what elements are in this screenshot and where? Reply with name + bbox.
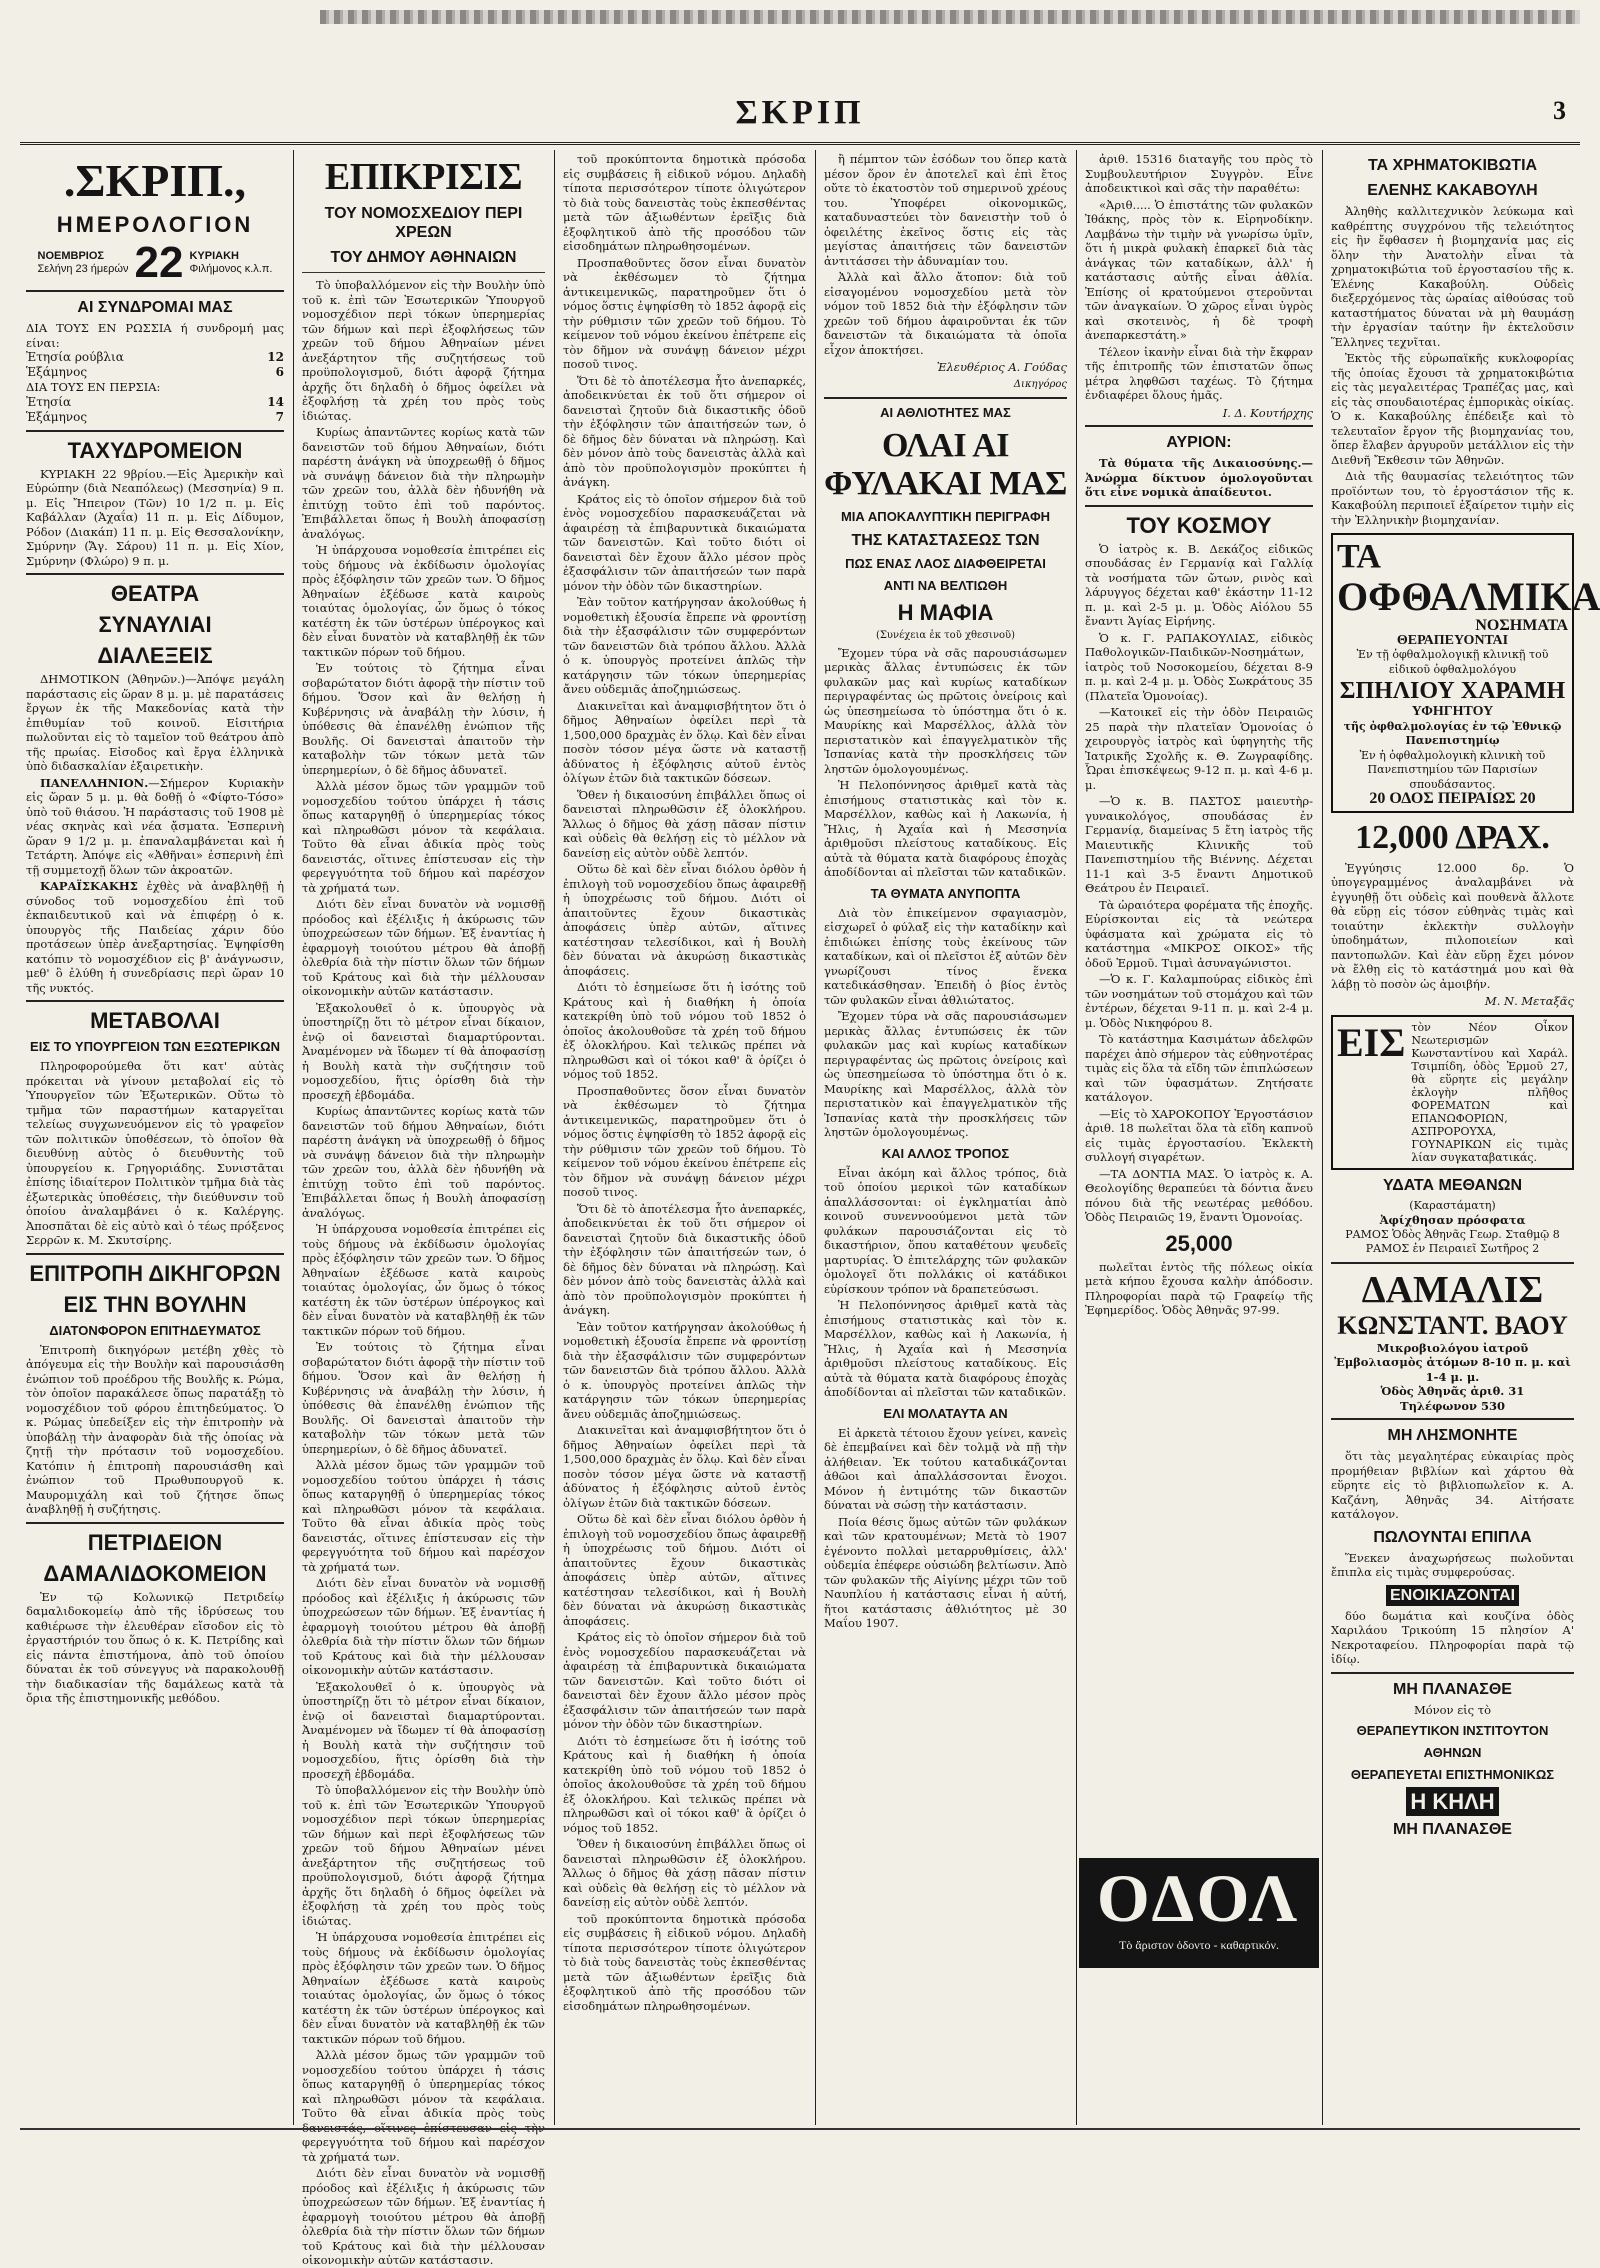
- pan-heading: ΠΑΝΕΛΛΗΝΙΟΝ.: [40, 775, 149, 790]
- article-cont-2: Προσπαθοῦντες ὅσον εἶναι δυνατὸν νὰ ἐκθέσωμεν τὸ ζήτημα ἀντικειμενικῶς, παρατηροῦμεν ὅτι ὁ νόμος ὅστις ἐψηφίσθη τὸ 1852 ἀφορᾷ εἰς τὴν ρύθμισιν τῶν χρεῶν τοῦ δήμου. Τὸ κείμενον τοῦ νόμου ἐκείνου ἐπέτρεπε εἰς τὸν δῆμον νὰ συνάψῃ δάνειον μέχρι ποσοῦ τινος.: [563, 255, 806, 371]
- hernia-line-3: ΘΕΡΑΠΕΥΤΙΚΟΝ ΙΝΣΤΙΤΟΥΤΟΝ: [1356, 1723, 1549, 1738]
- world-item-8: —Εἰς τὸ ΧΑΡΟΚΟΠΟΥ Ἐργοστάσιον ἀριθ. 18 πωλεῖται ὅλα τὰ εἴδη καπνοῦ εἰς τιμὰς ἐργοστασίου. Ἐκλεκτὴ συλλογή σιγαρέτων.: [1085, 1106, 1313, 1164]
- world-item-7: Τὸ κατάστημα Κασιμάτων ἀδελφῶν παρέχει ἀπὸ σήμερον τὰς εὐθηνοτέρας τιμὰς εἰς ὅλα τὰ εἴδη τῶν ἐπιπλώσεων καὶ τῶν ὑφασμάτων. Ζητήσατε κατάλογον.: [1085, 1032, 1313, 1104]
- water-text: Ἀφίχθησαν πρόσφατα: [1379, 1213, 1526, 1227]
- page-bottom-rule: [20, 2128, 1580, 2130]
- eye-clinic-advert: [1331, 533, 1600, 813]
- world-item-5: Τὰ ὡραιότερα φορέματα τῆς ἐποχῆς. Εὑρίσκονται εἰς τὰ νεώτερα ὑφάσματα καὶ χρώματα εἰς τὸ κατάστημα «ΜΙΚΡΟΣ ΟΙΚΟΣ» τῆς ὁδοῦ Ἑρμοῦ. Τιμαὶ ἀσυναγώνιστοι.: [1085, 897, 1313, 970]
- world-item-9: —ΤΑ ΔΟΝΤΙΑ ΜΑΣ. Ὁ ἰατρὸς κ. Α. Θεολογίδης θεραπεύει τὰ δόντια ἄνευ πόνου διὰ τῆς νεωτέρας μεθόδου. Ὁδὸς Πειραιῶς 19, ἔναντι Ὁμονοίας.: [1085, 1166, 1313, 1224]
- prisons-text-b-2: Ἡ Πελοπόννησος ἀριθμεῖ κατὰ τὰς ἐπισήμους στατιστικὰς καὶ τὸν κ. Μαρσέλλον, καθὼς καὶ ἡ Λακωνία, ἡ Ἤλις, ἡ Ἀχαΐα καὶ ἡ Μεσσηνία ἀριθμοῦσι πλείστους καταδίκους. Εἰς αὐτὰ τὰ θύματα κατὰ διαφόρους ἐποχὰς ἀποδίδονται αἱ πλεῖσται τῶν καταδικῶν.: [824, 1298, 1067, 1399]
- odol-advert: [1079, 1858, 1319, 1968]
- world-heading: ΤΟΥ ΚΟΣΜΟΥ: [1126, 512, 1272, 538]
- world-item-2: Ὁ κ. Γ. ΡΑΠΑΚΟΥΛΙΑΣ, εἰδικὸς Παθολογικῶν-Παιδικῶν-Νοσημάτων, ἰατρὸς τοῦ Νοσοκομείου, δέχεται 8-9 π. μ. καὶ 2-4 μ. μ. Ὁδὸς Σωκράτους 35 (Πλατεῖα Ὁμονοίας).: [1085, 630, 1313, 703]
- article-cont-6: Διακινεῖται καὶ ἀναμφισβήτητον ὅτι ὁ δῆμος Ἀθηναίων ὀφείλει περὶ τὰ 1,500,000 δραχμὰς ἐν ὅλῳ. Καὶ δὲν εἶναι ποσὸν τόσον μέγα ὥστε νὰ καταστῇ ἀδύνατος ἡ ἐξόφλησις αὐτοῦ ἐντὸς ὀλίγων ἐτῶν διὰ τακτικῶν δόσεων.: [563, 698, 806, 785]
- masthead-title: ΣΚΡΙΠ: [735, 94, 865, 131]
- safes-text-3: Διὰ τῆς θαυμασίας τελειότητος τῶν προϊόντων του, τὸ ἐργοστάσιον τῆς κ. Κακαβούλη περιποιεῖ ἐξαίρετον τιμὴν εἰς τὴν Ἑλληνικὴν βιομηχανίαν.: [1331, 469, 1574, 527]
- prisons-sub-3: ΠΩΣ ΕΝΑΣ ΛΑΟΣ ΔΙΑΦΘΕΙΡΕΤΑΙ: [845, 556, 1046, 571]
- article-cont-1: τοῦ προκύπτοντα δημοτικὰ πρόσοδα εἰς συμβάσεις ἢ εἰδικοῦ νόμου. Δηλαδὴ τίποτα περισσότερον τίποτε ὀλιγώτερον τὸ διὰ τοὺς δανειστὰς τοὺς ἐκπεσθέντας μετὰ τῶν ἀξιωθέντων ἐρεῖξις διὰ ἐξοφλητικοῦ ἀπὸ τῆς προσόδου τῶν εἰσοδημάτων πληρωθησομένων.: [563, 152, 806, 253]
- critique-text-3-repeat-2: Ἡ ὑπάρχουσα νομοθεσία ἐπιτρέπει εἰς τοὺς δήμους νὰ ἐκδίδωσιν ὁμολογίας πρὸς ἐξόφλησιν τῶν χρεῶν των. Ὁ δῆμος Ἀθηναίων ἐξέδωσε κατὰ καιροὺς τοιαύτας ὁμολογίας, ὧν ὅμως ὁ τόκος κατέστη ἐκ τῶν ὑστέρων ὑπέρογκος καὶ δὲν εἶναι δυνατὸν νὰ καταβληθῇ ἐκ τῶν τακτικῶν πόρων τοῦ δήμου.: [302, 1930, 545, 2046]
- column-1: .ΣΚΡΙΠ., ΗΜΕΡΟΛΟΓΙΟΝ ΝΟΕΜΒΡΙΟΣ Σελήνη 23 ήμερών 22 ΚΥΡΙΑΚΗ Φιλήμονος κ.λ.π. ΑΙ ΣΥΝΔΡΟΜΑΙ ΜΑΣ ΔΙΑ ΤΟΥΣ ΕΝ ΡΩΣΣΙΑ ή συνδρομή μας είναι: Ἐτησία ρούβλια 12 Ἑξάμηνος 6 ΔΙΑ ΤΟΥΣ ΕΝ ΠΕΡΣΙΑ: Ἐτησία 14 Ἑξάμηνος 7 ΤΑΧΥΔΡΟΜΕΙΟΝ ΚΥΡΙΑΚΗ 22 9βρίου.—Εἰς Ἀμερικὴν καὶ Εὐρώπην (διὰ Νεαπόλεως) (Μεσσηνία) 9 π. μ. Εἰς Ἤπειρον (Τῶν) 10 1/2 π. μ. Εἰς Καβάλλαν (Ἀχαΐα) 11 π. μ. Εἰς Δίδυμον, Ρόδον (Διακάπ) 11 π. μ. Εἰς Θεσσαλονίκην, Σμύρνην (Ἄγ. Σάρου) 11 π. μ. Εἰς Χίον, Σμύρνην (Φλώρο) 9 π. μ. ΘΕΑΤΡΑ ΣΥΝΑΥΛΙΑΙ ΔΙΑΛΕΞΕΙΣ ΔΗΜΟΤΙΚΟΝ (Ἀθηνῶν.)—Ἀπόψε μεγάλη παράστασις εἰς ὥραν 8 μ. μ. μὲ παρατάσεις ἔργων ἐκ τῆς Μακεδονίας κατὰ τὴν ἐπιθυμίαν τοῦ κοινοῦ. Εἰσιτήρια πωλοῦνται εἰς τὸ ταμεῖον τοῦ θεάτρου ἀπὸ τῆς πρωίας. Εἰσοδος καὶ ἔργα ἑλληνικὰ ὑπὸ διδασκαλίαν ἐξαιρετικὴν. ΠΑΝΕΛΛΗΝΙΟΝ.—Σήμερον Κυριακὴν εἰς ὥραν 5 μ. μ. θὰ δοθῇ ὁ «Φίφτο-Τόσο» ὑπὸ τοῦ θιάσου. Ἡ παράστασις τοῦ 1908 μὲ νέας σκηνὰς καὶ νέα ᾄσματα. Ἑσπερινὴ ὥραν 9 1/2 μ. μ. ἐπαναλαμβάνεται καὶ ἡ Τετάρτη. Ἀπόψε εἰς «Ἀθῆναι» ἐσπερινὴ ἐπὶ τῇ συμμετοχῇ ὅλων τῶν ἀκροατῶν. ΚΑΡΑΪΣΚΑΚΗΣ ἐχθὲς νὰ ἀναβληθῇ ἡ σύνοδος τοῦ νομοσχεδίου ἐπὶ τοῦ ἐκπαιδευτικοῦ καὶ νὰ ἐπιφέρῃ ὁ κ. ὑπουργὸς τῆς Παιδείας χάριν δύο προτάσεων ὑπὲρ ἀνεξαρτησίας. Ἐψηφίσθη κατόπιν τὸ νομοσχέδιον εἰς β' ἀνάγνωσιν, μεθ' ὃ ἐλύθη ἡ συνεδρίασις περὶ ὥραν 10 τῆς νυκτός. ΜΕΤΑΒΟΛΑΙ ΕΙΣ ΤΟ ΥΠΟΥΡΓΕΙΟΝ ΤΩΝ ΕΞΩΤΕΡΙΚΩΝ Πληροφορούμεθα ὅτι κατ' αὐτὰς πρόκειται νὰ γίνουν μεταβολαί εἰς τὸ Ὑπουργεῖον τῶν Ἐξωτερικῶν. Οὕτω τὸ τμῆμα τῶν παραστήμων καταργεῖται τελείως συγχωνευόμενον εἰς τὸ γραφεῖον τῶν πολιτικῶν ὑποθέσεων, τὸ ὁποῖον θὰ διευθύνῃ αὐτὸς ὁ διευθυντὴς τοῦ ὑπουργείου κ. Γρηγοριάδης. Συνιστᾶται ἐπίσης ἰδιαίτερον Πολιτικὸν τμῆμα διὰ τὰς ἐξωτερικὰς ὑποθέσεις, τὴν διεύθυνσιν τοῦ ὁποίου ἀναλαμβάνει ὁ κ. Καλέργης. Ἀποσπᾶται δὲ εἰς αὐτὸ καὶ ὁ τέως πρόξενος Σερρῶν κ. Μ. Σκυτσίρης. ΕΠΙΤΡΟΠΗ ΔΙΚΗΓΟΡΩΝ ΕΙΣ ΤΗΝ ΒΟΥΛΗΝ ΔΙΑΤΟΝΦΟΡΟΝ ΕΠΙΤΗΔΕΥΜΑΤΟΣ Ἐπιτροπὴ δικηγόρων μετέβη χθὲς τὸ ἀπόγευμα εἰς τὴν Βουλὴν καὶ παρουσιάσθη ἐνώπιον τοῦ προέδρου τῆς Βουλῆς κ. Ρώμα, τὸν ὁποῖον παρακάλεσε ὅπως παρατάξῃ τὸ νομοσχέδιον τοῦ φόρου ἐπιτηδεύματος. Ὁ κ. Ρώμας ὑπεδείξεν εἰς τὴν ἐπιτροπὴν νὰ ὑποβάλῃ τὴν ἀναφορὰν διὰ τῆς ὁποίας νὰ ζητῇ τὴν πρότασιν τοῦ νομοσχεδίου. Κατόπιν ἡ ἐπιτροπὴ παρουσιάσθη καὶ ἐνώπιον τοῦ Πρωθυπουργοῦ κ. Μαυρομιχάλη καὶ τοῦ ζήτησε ὅπως ἀναβληθῇ ἡ συζήτησις. ΠΕΤΡΙΔΕΙΟΝ ΔΑΜΑΛΙΔΟΚΟΜΕΙΟΝ Ἐν τῷ Κολωνικῷ Πετριδείῳ δαμαλιδοκομείῳ ἀπὸ τῆς ἰδρύσεως του καθιέρωσε τὴν ἐλευθέραν εἴσοδον εἰς τὸ ἐργαστήριόν του ὅπως ὁ κ. Κ. Πετρίδης καὶ εἰς πάντα ἐπιστήμονα, ἀπὸ τοῦ ὁποίου δύναται ἐκ τοῦ σύνεγγυς νὰ παρακολουθῇ τὴν διαδικασίαν τῆς δαμάλεως κατὰ τὰ ὄρια τῆς ἐπιστημονικῆς μεθόδου.: [26, 155, 285, 1705]
- subscriptions-heading: ΑΙ ΣΥΝΔΡΟΜΑΙ ΜΑΣ: [77, 299, 233, 316]
- critique-text-2-repeat: Κυρίως ἀπαντῶντες κορίως κατὰ τῶν δανειστῶν τοῦ δήμου Ἀθηναίων, διότι παρέστη ἀνάγκη νὰ ὑποχρεωθῇ ὁ δῆμος νὰ συνάψῃ δάνειον διὰ τὴν πληρωμὴν τῶν χρεῶν του, ἀλλὰ δὲν ἠδυνήθη νὰ ἐπιτύχῃ τοῦτο ἐπὶ τοῦ παρόντος. Ἐπιβάλλεται ὅπως ἡ Βουλὴ ἀποφασίσῃ ἀναλόγως.: [302, 1104, 545, 1220]
- column-2: [296, 150, 551, 2267]
- odol-logo: ΟΔΟΛ: [1096, 1860, 1302, 1936]
- kar-heading: ΚΑΡΑΪΣΚΑΚΗΣ: [40, 879, 138, 893]
- critique-subheading: ΤΟΥ ΝΟΜΟΣΧΕΔΙΟΥ ΠΕΡΙ ΧΡΕΩΝ: [324, 205, 523, 241]
- calendar-month: ΝΟΕΜΒΡΙΟΣ: [37, 250, 104, 262]
- eye-ad-address: 20 ΟΔΟΣ ΠΕΙΡΑΙΩΣ 20: [1369, 790, 1536, 807]
- eye-ad-line-9: Ἐν ἡ ὀφθαλμολογικὴ κλινικὴ τοῦ Πανεπιστημίου τῶν Παρισίων σπουδάσαντος.: [1359, 748, 1546, 791]
- letter-signature: Ι. Δ. Κουτήρχης: [1222, 405, 1313, 420]
- signature: Ἐλευθέριος Α. Γούδας: [936, 360, 1067, 374]
- water-sub: (Καραστάματη): [1409, 1198, 1496, 1212]
- critique-heading: ΕΠΙΚΡΙΣΙΣ: [324, 156, 523, 198]
- calendar-moon: Σελήνη 23 ήμερών: [37, 263, 129, 275]
- prisons-text-a-2: Ἔχομεν τύρα νὰ σᾶς παρουσιάσωμεν μερικὰς ἄλλας ἐντυπώσεις ἐκ τῶν φυλακῶν μας καὶ κυρίως καταδίκων περιγραφέντας ὡς πρῶτοις ὀνείροις καὶ ὡς ὑπεσημείωσα τὸ ὑπόστημα ὅτι ὁ κ. Μαυρίκης καὶ Μαρσέλλος, ἀλλὰ τὸν περιστατικὸν καὶ ἐπαγγελματικὸν τῆς Ἰσπανίας κατὰ τὴν προσκλήσεις τῶν ληστῶν ὁμολογουμένως.: [824, 1009, 1067, 1139]
- theatre-text: ΔΗΜΟΤΙΚΟΝ (Ἀθηνῶν.)—Ἀπόψε μεγάλη παράστασις εἰς ὥραν 8 μ. μ. μὲ παρατάσεις ἔργων ἐκ τῆς Μακεδονίας κατὰ τὴν ἐπιθυμίαν τοῦ κοινοῦ. Εἰσιτήρια πωλοῦνται εἰς τὸ ταμεῖον τοῦ θεάτρου ἀπὸ τῆς πρωίας. Εἰσοδος καὶ ἔργα ἑλληνικὰ ὑπὸ διδασκαλίαν ἐξαιρετικὴν.: [26, 672, 284, 773]
- petridion-heading: ΠΕΤΡΙΔΕΙΟΝ: [87, 1529, 223, 1555]
- petridion-text: Ἐν τῷ Κολωνικῷ Πετριδείῳ δαμαλιδοκομείῳ ἀπὸ τῆς ἰδρύσεως του καθιέρωσε τὴν ἐλευθέραν εἴσοδον εἰς τὸ ἐργαστήριόν του ὅπως ὁ κ. Κ. Πετρίδης καὶ εἰς πάντα ἐπιστήμονα, ἀπὸ τοῦ ὁποίου δύναται ἐκ τοῦ σύνεγγυς νὰ παρακολουθῇ τὴν διαδικασίαν τῆς δαμάλεως κατὰ τὰ ὄρια τῆς ἐπιστημονικῆς μεθόδου.: [26, 1589, 284, 1705]
- masthead: [20, 10, 1580, 145]
- rent-text: δύο δωμάτια καὶ κουζίνα ὁδὸς Χαριλάου Τρικούπη 15 πλησίον Α' Νεκροταφείου. Πληροφορίαι παρὰ τῷ ἰδίῳ.: [1331, 1608, 1574, 1666]
- prev-article-end: ἢ πέμπτον τῶν ἐσόδων του ὅπερ κατὰ μέσον ὅρον ἐν ἀποτελεῖ καὶ ἐπὶ ἔτος οὔτε τὸ ἑκατοστὸν τοῦ σημερινοῦ χρέους του. Ὑποφέρει οἰκονομικῶς, καταδυναστεύει τὸν δανειστὴν τοῦ ὁ ὀφειλέτης ἐκεῖνος ὅστις εἰς τὰς μεγίστας ἀπαιτήσεις τῶν δανειστῶν ἀντιτάσσει τὴν ἀδυναμίαν του.: [824, 152, 1067, 268]
- damalis-name: ΚΩΝΣΤΑΝΤ. ΒΑΟΥ: [1337, 1310, 1568, 1340]
- changes-heading: ΜΕΤΑΒΟΛΑΙ: [90, 1008, 220, 1033]
- calendar-weekday: ΚΥΡΙΑΚΗ: [189, 250, 239, 262]
- column-4: [818, 150, 1073, 2125]
- prisons-text-a: Ἔχομεν τύρα νὰ σᾶς παρουσιάσωμεν μερικὰς ἄλλας ἐντυπώσεις ἐκ τῶν φυλακῶν μας καὶ κυρίως καταδίκων περιγραφέντας ὡς πρῶτοις ὀνείροις καὶ ὡς ὑπεσημείωσα τὸ ὑπόστημα ὅτι ὁ κ. Μαυρίκης καὶ Μαρσέλλος, ἀλλὰ τὸν περιστατικὸν καὶ ἐπαγγελματικὸν τῆς Ἰσπανίας κατὰ τὴν προσκλήσεις τῶν ληστῶν ὁμολογουμένως.: [824, 645, 1067, 776]
- tomorrow-text: Τὰ θύματα τῆς Δικαιοσύνης.—Ἀνώρμα δίκτυον ὁμολογοῦνται ὅτι εἶνε νομικὰ ἀπαίδευτοι.: [1085, 456, 1313, 499]
- eye-ad-line-3: ΝΟΣΗΜΑΤΑ: [1475, 617, 1568, 634]
- prisons-sub-4: ΑΝΤΙ ΝΑ ΒΕΛΤΙΩΘΗ: [883, 578, 1008, 593]
- world-item-1: Ὁ ἰατρὸς κ. Β. Δεκάζος εἰδικῶς σπουδάσας ἐν Γερμανίᾳ καὶ Γαλλίᾳ τὰ νοσήματα τῶν ὤτων, ρινὸς καὶ λάρυγγος δέχεται καθ' ἑκάστην 11-12 π. μ. καὶ 2-5 μ. μ. Ὁδὸς Αἰόλου 55 ἔναντι Ἁγίας Εἰρήνης.: [1085, 541, 1313, 628]
- hernia-heading: ΜΗ ΠΛΑΝΑΣΘΕ: [1393, 1680, 1512, 1698]
- letter-intro: ἀριθ. 15316 διαταγῆς του πρὸς τὸ Συμβουλευτήριον Συγγρὸν. Εἶνε ἀποδεικτικοὶ καὶ σᾶς τὴν παραθέτω:: [1085, 152, 1313, 195]
- article-cont-3: Ὅτι δὲ τὸ ἀποτέλεσμα ἦτο ἀνεπαρκές, ἀποδεικνύεται ἐκ τοῦ ὅτι σήμερον οἱ δανεισταὶ ζητοῦν διὰ δικαστικῆς ὁδοῦ τὴν ἐξόφλησιν τῶν ἀπαιτήσεών των, ὁ δὲ δῆμος δὲν δύναται νὰ πληρώσῃ. Καὶ δὲν μόνον ἀπὸ τοὺς δανειστὰς ἀλλὰ καὶ ἀπὸ τὸν προϋπολογισμὸν προκύπτει ἡ ἀνάγκη.: [563, 373, 806, 489]
- subs-persia: ΔΙΑ ΤΟΥΣ ΕΝ ΠΕΡΣΙΑ:: [26, 380, 161, 394]
- calendar-title: ΗΜΕΡΟΛΟΓΙΟΝ: [56, 212, 254, 237]
- prisons-text-e: Εἰ ἀρκετὰ τέτοιου ἔχουν γείνει, κανεὶς δὲ ἐπεμβαίνει καὶ δὲν τολμᾷ νὰ πῇ τὴν ἀλήθειαν. Ἐκ τούτου καταδικάζονται ἀθῶοι καὶ ἀπαλλάσσονται ἔνοχοι. Μόνον ἡ ἐντιμότης τῶν δικαστῶν δύναται νὰ σώσῃ τὴν κατάστασιν.: [824, 1425, 1067, 1512]
- world-item-10: πωλεῖται ἐντὸς τῆς πόλεως οἰκία μετὰ κήπου ἔχουσα καλὴν ἀπόδοσιν. Πληροφορίαι παρὰ τῷ Γραφείῳ τῆς Ἐφημερίδος. Ὁδὸς Ἀθηνᾶς 97-99.: [1085, 1259, 1313, 1317]
- calendar-saint: Φιλήμονος κ.λ.π.: [189, 263, 273, 275]
- lawyers-heading: ΕΠΙΤΡΟΠΗ ΔΙΚΗΓΟΡΩΝ: [29, 1260, 281, 1286]
- article-cont-4-b: Κράτος εἰς τὸ ὁποῖον σήμερον διὰ τοῦ ἑνὸς νομοσχεδίου παρασκευάζεται νὰ ἀφαιρέσῃ τὰ ἐπιβαρυντικὰ δικαιώματα τῶν δανειστῶν. Καὶ τοῦτο διότι οἱ δανεισταὶ δὲν ἔχουν ἄλλο μέσον πρὸς ἐξασφάλισιν τῶν ἀπαιτήσεών των παρὰ μόνον τὴν ὁδὸν τῶν δικαστηρίων.: [563, 1630, 806, 1731]
- article-cont-7: Ὅθεν ἡ δικαιοσύνη ἐπιβάλλει ὅπως οἱ δανεισταὶ πληρωθῶσιν ἐξ ὁλοκλήρου. Ἄλλως ὁ δῆμος θὰ χάσῃ πᾶσαν πίστιν καὶ οὐδεὶς θὰ θελήσῃ εἰς τὸ μέλλον νὰ δανείσῃ εἰς αὐτὸν οὐδὲ λεπτόν.: [563, 787, 806, 860]
- article-cont-5: Ἐὰν τοῦτον κατήργησαν ἀκολούθως ἡ νομοθετικὴ ἐξουσία ἔπρεπε νὰ φροντίσῃ διὰ τὴν ἐξασφάλισιν τῶν συμφερόντων τῶν δανειστῶν διὰ τρόπου ἄλλου. Ἀλλὰ ὁ κ. ὑπουργὸς προτείνει ἁπλῶς τὴν κατάργησιν τῶν τόκων ὑπερημερίας ἄνευ οὐδεμιᾶς ἀποζημιώσεως.: [563, 595, 806, 696]
- safes-text-2: Ἐκτὸς τῆς εὐρωπαϊκῆς κυκλοφορίας τῆς ὁποίας ἔχουσι τὰ χρηματοκιβώτια εἰς τὰς μεγαλειτέρας Τραπέζας μας, καὶ εἰς τὰς σπουδαιοτέρας ἐμπορικὰς οἰκίας. Ὁ κ. Κακαβούλης ἐπέδειξε καὶ τὸ τελευταῖον ἔργον τῆς βιομηχανίας του, ὅπερ ἔλαβεν ἀργυροῦν μετάλλιον εἰς τὴν Διεθνῆ Ἔκθεσιν τῶν Ἀθηνῶν.: [1331, 351, 1574, 467]
- critique-text-3: Ἡ ὑπάρχουσα νομοθεσία ἐπιτρέπει εἰς τοὺς δήμους νὰ ἐκδίδωσιν ὁμολογίας πρὸς ἐξόφλησιν τῶν χρεῶν των. Ὁ δῆμος Ἀθηναίων ἐξέδωσε κατὰ καιροὺς τοιαύτας ὁμολογίας, ὧν ὅμως ὁ τόκος κατέστη ἐκ τῶν ὑστέρων ὑπέρογκος καὶ δὲν εἶναι δυνατὸν νὰ καταβληθῇ ἐκ τῶν τακτικῶν πόρων τοῦ δήμου.: [302, 543, 545, 659]
- critique-text-6-repeat-2: Διότι δὲν εἶναι δυνατὸν νὰ νομισθῇ πρόοδος καὶ ἐξέλιξις ἡ ἀκύρωσις τῶν ὑποχρεώσεων τῶν δήμων. Ἐξ ἐναντίας ἡ ἐφαρμογὴ τοιούτου μέτρου θὰ ἀποβῇ ὀλεθρία διὰ τὴν πίστιν ὅλων τῶν δήμων τοῦ Κράτους καὶ διὰ τὴν μέλλουσαν οἰκονομικὴν αὐτῶν κατάστασιν.: [302, 2166, 545, 2267]
- column-rule: [554, 150, 555, 2125]
- eye-ad-line-5: Ἐν τῇ ὀφθαλμολογικῇ κλινικῇ τοῦ εἰδικοῦ ὀφθαλμολόγου: [1356, 648, 1549, 676]
- tomorrow-heading: ΑΥΡΙΟΝ:: [1166, 434, 1232, 451]
- critique-text-1-repeat: Τὸ ὑποβαλλόμενον εἰς τὴν Βουλὴν ὑπὸ τοῦ κ. ἐπὶ τῶν Ἐσωτερικῶν Ὑπουργοῦ νομοσχέδιον περὶ τόκων ὑπερημερίας τῶν δήμων καὶ περὶ ἐξοφλήσεως τῶν χρεῶν τοῦ δήμου Ἀθηναίων μένει ἀνεξάρτητον τῆς συζητήσεως τοῦ προϋπολογισμοῦ, διότι ἀφορᾷ ζήτημα ἀρχῆς ὅτι δηλαδὴ ὁ δῆμος ὀφείλει νὰ ἐξοφλήσῃ τὰ χρέη του πρὸς τοὺς ἰδιώτας.: [302, 1783, 545, 1928]
- newspaper-page: [20, 10, 1600, 2267]
- article-cont-5-b: Ἐὰν τοῦτον κατήργησαν ἀκολούθως ἡ νομοθετικὴ ἐξουσία ἔπρεπε νὰ φροντίσῃ διὰ τὴν ἐξασφάλισιν τῶν συμφερόντων τῶν δανειστῶν διὰ τρόπου ἄλλου. Ἀλλὰ ὁ κ. ὑπουργὸς προτείνει ἁπλῶς τὴν κατάργησιν τῶν τόκων ὑπερημερίας ἄνευ οὐδεμιᾶς ἀποζημιώσεως.: [563, 1319, 806, 1421]
- damalis-heading: ΔΑΜΑΛΙΣ: [1361, 1268, 1544, 1311]
- rent-heading: [1331, 1586, 1574, 1605]
- petridion-subheading: ΔΑΜΑΛΙΔΟΚΟΜΕΙΟΝ: [43, 1560, 267, 1586]
- money-text: Ἐγγύησις 12.000 δρ. Ὁ ὑπογεγραμμένος ἀναλαμβάνει νὰ ἐγγυηθῇ ὅτι οὐδεὶς καὶ πουθενὰ ἄλλοτε θὰ εὕρῃ εἰς τόσον εὐθηνὰς τιμὰς καὶ τοιαύτην ἐκλεκτὴν συλλογὴν ὑποδημάτων, πιλοποιείων καὶ παντοπωλῶν. Καὶ ἐὰν εὕρῃ ἔχει μόνον νὰ ἔλθῃ εἰς τὸ κατάστημά μου καὶ θὰ λάβῃ τὸ ποσὸν ὡς ἀμοιβήν.: [1331, 860, 1574, 991]
- column-3: [557, 150, 812, 2125]
- world-item-6: —Ὁ κ. Γ. Καλαμπούρας εἰδικὸς ἐπὶ τῶν νοσημάτων τοῦ στομάχου καὶ τῶν ἐντέρων, δέχεται 9-11 π. μ. καὶ 2-4 μ. μ. Ὁδὸς Νικηφόρου 8.: [1085, 972, 1313, 1030]
- post-heading: ΤΑΧΥΔΡΟΜΕΙΟΝ: [67, 437, 243, 463]
- forget-heading: ΜΗ ΛΗΣΜΟΝΗΤΕ: [1387, 1427, 1518, 1444]
- article-cont-8: Οὕτω δὲ καὶ δὲν εἶναι διόλου ὀρθὸν ἡ ἐπιλογὴ τοῦ νομοσχεδίου ὅπως ἀφαιρεθῇ ἡ ὑποχρέωσις τοῦ δήμου. Διότι οἱ ἀπαιτοῦντες ἔχουν δικαστικὰς ἀποφάσεις ὑπὲρ αὐτῶν, αἵτινες κατέστησαν τελεσίδικοι, καὶ ἡ Βουλὴ δὲν δύναται νὰ ἀκυρώσῃ δικαστικὰς ἀποφάσεις.: [563, 862, 806, 978]
- prisons-text-b: Ἡ Πελοπόννησος ἀριθμεῖ κατὰ τὰς ἐπισήμους στατιστικὰς καὶ τὸν κ. Μαρσέλλον, καθὼς καὶ ἡ Λακωνία, ἡ Ἤλις, ἡ Ἀχαΐα καὶ ἡ Μεσσηνία ἀριθμοῦσι πλείστους καταδίκους. Εἰς αὐτὰ τὰ θύματα κατὰ διαφόρους ἐποχὰς ἀποδίδονται αἱ πλεῖσται τῶν καταδικῶν.: [824, 778, 1067, 879]
- critique-text-2: Κυρίως ἀπαντῶντες κορίως κατὰ τῶν δανειστῶν τοῦ δήμου Ἀθηναίων, διότι παρέστη ἀνάγκη νὰ ὑποχρεωθῇ ὁ δῆμος νὰ συνάψῃ δάνειον διὰ τὴν πληρωμὴν τῶν χρεῶν του, ἀλλὰ δὲν ἠδυνήθη νὰ ἐπιτύχῃ τοῦτο ἐπὶ τοῦ παρόντος. Ἐπιβάλλεται ὅπως ἡ Βουλὴ ἀποφασίσῃ ἀναλόγως.: [302, 425, 545, 541]
- article-cont-3-b: Ὅτι δὲ τὸ ἀποτέλεσμα ἦτο ἀνεπαρκές, ἀποδεικνύεται ἐκ τοῦ ὅτι σήμερον οἱ δανεισταὶ ζητοῦν διὰ δικαστικῆς ὁδοῦ τὴν ἐξόφλησιν τῶν ἀπαιτήσεών των, ὁ δὲ δῆμος δὲν δύναται νὰ πληρώσῃ. Καὶ δὲν μόνον ἀπὸ τοὺς δανειστὰς ἀλλὰ καὶ ἀπὸ τὸν προϋπολογισμὸν προκύπτει ἡ ἀνάγκη.: [563, 1201, 806, 1317]
- critique-text-6-repeat: Διότι δὲν εἶναι δυνατὸν νὰ νομισθῇ πρόοδος καὶ ἐξέλιξις ἡ ἀκύρωσις τῶν ὑποχρεώσεων τῶν δήμων. Ἐξ ἐναντίας ἡ ἐφαρμογὴ τοιούτου μέτρου θὰ ἀποβῇ ὀλεθρία διὰ τὴν πίστιν ὅλων τῶν δήμων τοῦ Κράτους καὶ διὰ τὴν μέλλουσαν οἰκονομικὴν αὐτῶν κατάστασιν.: [302, 1576, 545, 1677]
- mafia-note: (Συνέχεια ἐκ τοῦ χθεσινοῦ): [875, 630, 1016, 641]
- article-cont-9: Διότι τὸ ἐσημείωσε ὅτι ἡ ἰσότης τοῦ Κράτους καὶ ἡ διαθήκη ἡ ὁποία κατεκρίθη ὑπὸ τοῦ νόμου τοῦ 1852 ὁ ὁποῖος ἀκολουθοῦσε τὰ χρέη τοῦ δήμου ἐξ ὁλοκλήρου. Καὶ τελικῶς πρέπει νὰ πληρωθῶσι καὶ οἱ τόκοι καθ' ἃ ὁρίζει ὁ νόμος τοῦ 1852.: [563, 980, 806, 1081]
- letter-outro: Τέλεον ἱκανὴν εἶναι διὰ τὴν ἔκφραν τῆς ἐπιτροπῆς τῶν ἐπιστατῶν ὅπως μέτρα ληφθῶσι ταχέως. Τὸ ζήτημα ἐνδιαφέρει ὅλους ἡμᾶς.: [1085, 344, 1313, 402]
- world-item-3: —Κατοικεῖ εἰς τὴν ὁδὸν Πειραιῶς 25 παρὰ τὴν πλατεῖαν Ὁμονοίας ὁ χειρουργὸς ἰατρὸς καὶ ὑφηγητὴς τῆς Ἰατρικῆς Σχολῆς κ. Θ. Ζωγραφίδης. Ὧραι ἐπισκέψεως 9-12 π. μ. καὶ 4-6 μ. μ.: [1085, 705, 1313, 792]
- hernia-line-6-label: Η ΚΗΛΗ: [1406, 1787, 1498, 1816]
- money-heading: 12,000 ΔΡΑΧ.: [1355, 818, 1550, 856]
- critique-text-3-repeat: Ἡ ὑπάρχουσα νομοθεσία ἐπιτρέπει εἰς τοὺς δήμους νὰ ἐκδίδωσιν ὁμολογίας πρὸς ἐξόφλησιν τῶν χρεῶν των. Ὁ δῆμος Ἀθηναίων ἐξέδωσε κατὰ καιροὺς τοιαύτας ὁμολογίας, ὧν ὅμως ὁ τόκος κατέστη ἐκ τῶν ὑστέρων ὑπέρογκος καὶ δὲν εἶναι δυνατὸν νὰ καταβληθῇ ἐκ τῶν τακτικῶν πόρων τοῦ δήμου.: [302, 1222, 545, 1338]
- prisons-kicker: ΑΙ ΑΘΛΙΟΤΗΤΕΣ ΜΑΣ: [880, 405, 1011, 420]
- furniture-text: Ἕνεκεν ἀναχωρήσεως πωλοῦνται ἔπιπλα εἰς τιμὰς συμφερούσας.: [1331, 1550, 1574, 1579]
- post-text: ΚΥΡΙΑΚΗ 22 9βρίου.—Εἰς Ἀμερικὴν καὶ Εὐρώπην (διὰ Νεαπόλεως) (Μεσσηνία) 9 π. μ. Εἰς Ἤπειρον (Τῶν) 10 1/2 π. μ. Εἰς Καβάλλαν (Ἀχαΐα) 11 π. μ. Εἰς Δίδυμον, Ρόδον (Διακάπ) 11 π. μ. Εἰς Θεσσαλονίκην, Σμύρνην (Ἄγ. Σάρου) 11 π. μ. Εἰς Χίον, Σμύρνην (Φλώρο) 9 π. μ.: [26, 466, 284, 568]
- article-cont-8-b: Οὕτω δὲ καὶ δὲν εἶναι διόλου ὀρθὸν ἡ ἐπιλογὴ τοῦ νομοσχεδίου ὅπως ἀφαιρεθῇ ἡ ὑποχρέωσις τοῦ δήμου. Διότι οἱ ἀπαιτοῦντες ἔχουν δικαστικὰς ἀποφάσεις ὑπὲρ αὐτῶν, αἵτινες κατέστησαν τελεσίδικοι, καὶ ἡ Βουλὴ δὲν δύναται νὰ ἀκυρώσῃ δικαστικὰς ἀποφάσεις.: [563, 1512, 806, 1628]
- changes-text: Πληροφορούμεθα ὅτι κατ' αὐτὰς πρόκειται νὰ γίνουν μεταβολαί εἰς τὸ Ὑπουργεῖον τῶν Ἐξωτερικῶν. Οὕτω τὸ τμῆμα τῶν παραστήμων καταργεῖται τελείως συγχωνευόμενον εἰς τὸ γραφεῖον τῶν πολιτικῶν ὑποθέσεων, τὸ ὁποῖον θὰ διευθύνῃ αὐτὸς ὁ διευθυντὴς τοῦ ὑπουργείου κ. Γρηγοριάδης. Συνιστᾶται ἐπίσης ἰδιαίτερον Πολιτικὸν τμῆμα διὰ τὰς ἐξωτερικὰς ὑποθέσεις, τὴν διεύθυνσιν τοῦ ὁποίου ἀναλαμβάνει ὁ κ. Καλέργης. Ἀποσπᾶται δὲ εἰς αὐτὸ καὶ ὁ τέως πρόξενος Σερρῶν κ. Μ. Σκυτσίρης.: [26, 1059, 284, 1247]
- eye-ad-line-7: ΥΦΗΓΗΤΟΥ: [1411, 704, 1494, 719]
- letter-quote: «Ἀριθ..... Ὁ ἐπιστάτης τῶν φυλακῶν Ἰθάκης, πρὸς τὸν κ. Εἰρηνοδίκην. Λαμβάνω τὴν τιμὴν νὰ γνωρίσω ὑμῖν, ὅτι ἡ μικρὰ φυλακὴ ἐπαρκεῖ διὰ τὰς ἀνάγκας τῶν καταδίκων, ἀλλ' ἡ κατάστασις αὐτῆς εἶναι ἀθλία. Ἐπίσης οἱ κρατούμενοι στεροῦνται τῶν ἀναγκαίων. Ὁ χῶρος εἶναι ὑγρὸς καὶ σκοτεινὸς, ἡ δὲ τροφὴ ἀνεπαρκεστάτη.»: [1085, 197, 1313, 342]
- damalis-line-3: Μικροβιολόγου ἰατροῦ: [1376, 1340, 1529, 1355]
- hernia-footer: ΜΗ ΠΛΑΝΑΣΘΕ: [1393, 1821, 1512, 1838]
- prisons-sub-1: ΜΙΑ ΑΠΟΚΑΛΥΠΤΙΚΗ ΠΕΡΙΓΡΑΦΗ: [840, 509, 1051, 524]
- eye-ad-line-8: τῆς ὀφθαλμολογίας ἐν τῷ Ἐθνικῷ Πανεπιστημίῳ: [1343, 719, 1562, 747]
- water-heading: ΥΔΑΤΑ ΜΕΘΑΝΩΝ: [1382, 1176, 1523, 1194]
- prisons-heading: ΟΛΑΙ ΑΙ ΦΥΛΑΚΑΙ ΜΑΣ: [824, 427, 1067, 502]
- lawyers-subheading-2: ΔΙΑΤΟΝΦΟΡΟΝ ΕΠΙΤΗΔΕΥΜΑΤΟΣ: [49, 1322, 261, 1338]
- page-number: 3: [1553, 96, 1566, 125]
- subs-russia: ΔΙΑ ΤΟΥΣ ΕΝ ΡΩΣΣΙΑ ή συνδρομή μας είναι:: [26, 321, 284, 350]
- nevertheless-heading: ΕΛΙ ΜΟΛΑΤΑΥΤΑ ΑΝ: [883, 1405, 1008, 1421]
- safes-heading-2: ΕΛΕΝΗΣ ΚΑΚΑΒΟΥΛΗ: [1367, 182, 1538, 199]
- column-rule: [1076, 150, 1077, 2125]
- critique-text-6: Διότι δὲν εἶναι δυνατὸν νὰ νομισθῇ πρόοδος καὶ ἐξέλιξις ἡ ἀκύρωσις τῶν ὑποχρεώσεων τῶν δήμων. Ἐξ ἐναντίας ἡ ἐφαρμογὴ τοιούτου μέτρου θὰ ἀποβῇ ὀλεθρία διὰ τὴν πίστιν ὅλων τῶν δήμων τοῦ Κράτους καὶ διὰ τὴν μέλλουσαν οἰκονομικὴν αὐτῶν κατάστασιν.: [302, 897, 545, 998]
- prisons-sub-2: ΤΗΣ ΚΑΤΑΣΤΑΣΕΩΣ ΤΩΝ: [851, 532, 1040, 549]
- critique-text-4-repeat: Ἐν τούτοις τὸ ζήτημα εἶναι σοβαρώτατον διότι ἀφορᾷ τὴν πίστιν τοῦ δήμου. Ὅσον καὶ ἂν θελήσῃ ἡ Κυβέρνησις νὰ ἀναβάλῃ τὴν λύσιν, ἡ ὑπόθεσις θὰ ἐπανέλθῃ ἐνώπιον τῆς Βουλῆς. Οἱ δανεισταὶ ἀπαιτοῦν τὴν καταβολὴν τῶν τόκων μετὰ τῶν ὑπερημερίων, ὁ δὲ δῆμος ἀδυνατεῖ.: [302, 1340, 545, 1456]
- article-cont-6-b: Διακινεῖται καὶ ἀναμφισβήτητον ὅτι ὁ δῆμος Ἀθηναίων ὀφείλει περὶ τὰ 1,500,000 δραχμὰς ἐν ὅλῳ. Καὶ δὲν εἶναι ποσὸν τόσον μέγα ὥστε νὰ καταστῇ ἀδύνατος ἡ ἐξόφλησις αὐτοῦ ἐντὸς ὀλίγων ἐτῶν διὰ τακτικῶν δόσεων.: [563, 1423, 806, 1510]
- prisons-text-d: Εἶναι ἀκόμη καὶ ἄλλος τρόπος, διὰ τοῦ ὁποίου μερικοὶ τῶν καταδίκων ἀπαλλάσσονται: οἱ ἐγκληματίαι ἀπὸ κοινοῦ συνεννοούμενοι μετὰ τῶν φυλάκων παρουσιάζονται εἰς τὸ δικαστήριον, ὅπου καταθέτουν ψευδεῖς μαρτυρίας. Ὁ ἐπιτελάρχης τῶν φυλακῶν ὁμολογεῖ ὅτι πολλάκις οἱ κατάδικοι εὑρίσκουν τρόπον νὰ δραπετεύσωσι.: [824, 1165, 1067, 1296]
- damalis-line-5: Ὁδὸς Ἀθηνᾶς ἀριθ. 31: [1380, 1384, 1525, 1398]
- article-cont-4: Κράτος εἰς τὸ ὁποῖον σήμερον διὰ τοῦ ἑνὸς νομοσχεδίου παρασκευάζεται νὰ ἀφαιρέσῃ τὰ ἐπιβαρυντικὰ δικαιώματα τῶν δανειστῶν. Καὶ τοῦτο διότι οἱ δανεισταὶ δὲν ἔχουν ἄλλο μέσον πρὸς ἐξασφάλισιν τῶν ἀπαιτήσεών των παρὰ μόνον τὴν ὁδὸν τῶν δικαστηρίων.: [563, 491, 806, 593]
- concerts-heading: ΣΥΝΑΥΛΙΑΙ: [98, 612, 212, 637]
- signature-role: Δικηγόρος: [1013, 378, 1067, 390]
- eye-ad-line-1: ΤΑ: [1337, 538, 1381, 575]
- hernia-line-4: ΑΘΗΝΩΝ: [1423, 1745, 1482, 1760]
- calendar-date: [26, 238, 284, 287]
- critique-text-5-repeat: Ἀλλὰ μέσον ὅμως τῶν γραμμῶν τοῦ νομοσχεδίου τούτου ὑπάρχει ἡ τάσις ὅπως καταργηθῇ ὁ ὑπερημερίας τόκος καὶ πληρωθῶσι μόνον τὰ κεφάλαια. Τοῦτο θὰ εἶναι ἀδικία πρὸς τοὺς δανειστάς, οἵτινες ἐπίστευσαν εἰς τὴν φερεγγυότητα τοῦ δήμου καὶ παρέσχον τὰ χρήματά των.: [302, 1458, 545, 1574]
- critique-text-4: Ἐν τούτοις τὸ ζήτημα εἶναι σοβαρώτατον διότι ἀφορᾷ τὴν πίστιν τοῦ δήμου. Ὅσον καὶ ἂν θελήσῃ ἡ Κυβέρνησις νὰ ἀναβάλῃ τὴν λύσιν, ἡ ὑπόθεσις θὰ ἐπανέλθῃ ἐνώπιον τῆς Βουλῆς. Οἱ δανεισταὶ ἀπαιτοῦν τὴν καταβολὴν τῶν τόκων μετὰ τῶν ὑπερημερίων, ὁ δὲ δῆμος ἀδυνατεῖ.: [302, 661, 545, 777]
- hernia-line-5: ΘΕΡΑΠΕΥΕΤΑΙ ΕΠΙΣΤΗΜΟΝΙΚΩΣ: [1350, 1767, 1555, 1782]
- column-5: [1079, 150, 1319, 1850]
- rent-heading-label: ΕΝΟΙΚΙΑΖΟΝΤΑΙ: [1386, 1585, 1519, 1606]
- critique-text-5-repeat-2: Ἀλλὰ μέσον ὅμως τῶν γραμμῶν τοῦ νομοσχεδίου τούτου ὑπάρχει ἡ τάσις ὅπως καταργηθῇ ὁ ὑπερημερίας τόκος καὶ πληρωθῶσι μόνον τὰ κεφάλαια. Τοῦτο θὰ εἶναι ἀδικία πρὸς τοὺς δανειστάς, οἵτινες ἐπίστευσαν εἰς τὴν φερεγγυότητα τοῦ δήμου καὶ παρέσχον τὰ χρήματά των.: [302, 2048, 545, 2164]
- forget-text: ὅτι τὰς μεγαλητέρας εὐκαιρίας πρὸς προμήθειαν βιβλίων καὶ χάρτου θὰ εὕρητε εἰς τὸ βιβλιοπωλεῖον κ. Α. Καζάνη, Ἀθηνᾶς 34. Αἰτήσατε κατάλογον.: [1331, 1449, 1574, 1521]
- article-cont-2-b: Προσπαθοῦντες ὅσον εἶναι δυνατὸν νὰ ἐκθέσωμεν τὸ ζήτημα ἀντικειμενικῶς, παρατηροῦμεν ὅτι ὁ νόμος ὅστις ἐψηφίσθη τὸ 1852 ἀφορᾷ εἰς τὴν ρύθμισιν τῶν χρεῶν τοῦ δήμου. Τὸ κείμενον τοῦ νόμου ἐκείνου ἐπέτρεπε εἰς τὸν δῆμον νὰ συνάψῃ δάνειον μέχρι ποσοῦ τινος.: [563, 1083, 806, 1199]
- critique-text-1: Τὸ ὑποβαλλόμενον εἰς τὴν Βουλὴν ὑπὸ τοῦ κ. ἐπὶ τῶν Ἐσωτερικῶν Ὑπουργοῦ νομοσχέδιον περὶ τόκων ὑπερημερίας τῶν δήμων καὶ περὶ ἐξοφλήσεως τῶν χρεῶν τοῦ δήμου Ἀθηναίων μένει ἀνεξάρτητον τῆς συζητήσεως τοῦ προϋπολογισμοῦ, διότι ἀφορᾷ ζήτημα ἀρχῆς ὅτι δηλαδὴ ὁ δῆμος ὀφείλει νὰ ἐξοφλήσῃ τὰ χρέη του πρὸς τοὺς ἰδιώτας.: [302, 278, 545, 423]
- changes-subheading: ΕΙΣ ΤΟ ΥΠΟΥΡΓΕΙΟΝ ΤΩΝ ΕΞΩΤΕΡΙΚΩΝ: [30, 1039, 280, 1054]
- eis-big: ΕΙΣ: [1337, 1019, 1406, 1065]
- money-signature: Μ. Ν. Μεταξᾶς: [1484, 994, 1574, 1008]
- prev-article-end-2: Ἀλλὰ καὶ ἄλλο ἄτοπον: διὰ τοῦ εἰσαγομένου νομοσχεδίου μετὰ τὸν νόμον τοῦ 1852 διὰ τὴν ἐξόφλησιν τῶν χρεῶν τοῦ δήμου ἀφαιροῦνται ἐκ τῶν δανειστῶν τὰ δικαιώματα τὰ ὁποῖα εἶχον ἀποκτήσει.: [824, 270, 1067, 357]
- reward-amount: 25,000: [1165, 1230, 1233, 1256]
- critique-text-7: Ἐξακολουθεῖ ὁ κ. ὑπουργὸς νὰ ὑποστηρίζῃ ὅτι τὸ μέτρον εἶναι δίκαιον, ἐνῷ οἱ δανεισταὶ διαμαρτύρονται. Ἀναμένομεν νὰ ἴδωμεν τί θὰ ἀποφασίσῃ ἡ Βουλὴ κατὰ τὴν συζήτησιν τοῦ νομοσχεδίου, ἥτις ὁρίσθη διὰ τὴν προσεχῆ ἑβδομάδα.: [302, 1000, 545, 1102]
- odol-tagline: Τὸ ἄριστον ὀδοντο - καθαρτικόν.: [1119, 1938, 1279, 1952]
- damalis-line-4: Ἐμβολιασμὸς ἀτόμων 8-10 π. μ. καὶ 1-4 μ. μ.: [1334, 1355, 1571, 1384]
- critique-subheading-2: ΤΟΥ ΔΗΜΟΥ ΑΘΗΝΑΙΩΝ: [330, 249, 517, 266]
- article-cont-7-b: Ὅθεν ἡ δικαιοσύνη ἐπιβάλλει ὅπως οἱ δανεισταὶ πληρωθῶσιν ἐξ ὁλοκλήρου. Ἄλλως ὁ δῆμος θὰ χάσῃ πᾶσαν πίστιν καὶ οὐδεὶς θὰ θελήσῃ εἰς τὸ μέλλον νὰ δανείσῃ εἰς αὐτὸν οὐδὲ λεπτόν.: [563, 1837, 806, 1909]
- lawyers-text: Ἐπιτροπὴ δικηγόρων μετέβη χθὲς τὸ ἀπόγευμα εἰς τὴν Βουλὴν καὶ παρουσιάσθη ἐνώπιον τοῦ προέδρου τῆς Βουλῆς κ. Ρώμα, τὸν ὁποῖον παρακάλεσε ὅπως παρατάξῃ τὸ νομοσχέδιον τοῦ φόρου ἐπιτηδεύματος. Ὁ κ. Ρώμας ὑπεδείξεν εἰς τὴν ἐπιτροπὴν νὰ ὑποβάλῃ τὴν ἀναφορὰν διὰ τῆς ὁποίας νὰ ζητῇ τὴν πρότασιν τοῦ νομοσχεδίου. Κατόπιν ἡ ἐπιτροπὴ παρουσιάσθη καὶ ἐνώπιον τοῦ Πρωθυπουργοῦ κ. Μαυρομιχάλη καὶ τοῦ ζήτησε ὅπως ἀναβληθῇ ἡ συζήτησις.: [26, 1342, 284, 1516]
- kar-text: ἐχθὲς νὰ ἀναβληθῇ ἡ σύνοδος τοῦ νομοσχεδίου ἐπὶ τοῦ ἐκπαιδευτικοῦ καὶ νὰ ἐπιφέρῃ ὁ κ. ὑπουργὸς τῆς Παιδείας χάριν δύο προτάσεων ὑπὲρ ἀνεξαρτησίας. Ἐψηφίσθη κατόπιν τὸ νομοσχέδιον εἰς β' ἀνάγνωσιν, μεθ' ὃ ἐλύθη ἡ συνεδρίασις περὶ ὥραν 10 τῆς νυκτός.: [26, 879, 285, 995]
- eis-text: τὸν Νέον Οἶκον Νεωτερισμῶν Κωνσταντίνου καὶ Χαράλ. Τσιμπίδη, ὁδὸς Ἑρμοῦ 27, θὰ εὕρητε εἰς μεγάλην ἐκλογὴν πλῆθος ΦΟΡΕΜΑΤΩΝ καὶ ΕΠΑΝΩΦΟΡΙΩΝ, ΑΣΠΡΟΡΟΥΧΑ, ΓΟΥΝΑΡΙΚΩΝ εἰς τιμὰς λίαν συγκαταβατικάς.: [1411, 1020, 1568, 1164]
- lectures-heading: ΔΙΑΛΕΞΕΙΣ: [97, 643, 213, 668]
- hernia-line-2: Μόνον εἰς τὸ: [1413, 1702, 1492, 1717]
- calendar-day: 22: [134, 238, 184, 287]
- column-6: [1325, 150, 1600, 2125]
- nameplate: .ΣΚΡΙΠ.,: [63, 155, 247, 206]
- article-cont-9-b: Διότι τὸ ἐσημείωσε ὅτι ἡ ἰσότης τοῦ Κράτους καὶ ἡ διαθήκη ἡ ὁποία κατεκρίθη ὑπὸ τοῦ νόμου τοῦ 1852 ὁ ὁποῖος ἀκολουθοῦσε τὰ χρέη τοῦ δήμου ἐξ ὁλοκλήρου. Καὶ τελικῶς πρέπει νὰ πληρωθῶσι καὶ οἱ τόκοι καθ' ἃ ὁρίζει ὁ νόμος τοῦ 1852.: [563, 1733, 806, 1835]
- other-way-heading: ΚΑΙ ΑΛΛΟΣ ΤΡΟΠΟΣ: [881, 1145, 1010, 1161]
- safes-text: Ἀληθὴς καλλιτεχνικὸν λεύκωμα καὶ καθρέπτης συγχρόνου τῆς τελειότητος εἰς ἣν ἔφθασεν ἡ βιομηχανία μας εἰς ὅλην τὴν Ἀνατολὴν εἶναι τὰ χρηματοκιβώτια τοῦ ἐργοστασίου τῆς κ. Ἑλένης Κακαβούλη. Οὐδεὶς διεξερχόμενος τὰς ὡραίας αἰθούσας τοῦ καταστήματος δύναται νὰ μὴ θαυμάσῃ τὴν ἐργασίαν ταύτην ἣν ἐκτελοῦσιν Ἕλληνες τεχνῖται.: [1331, 204, 1574, 349]
- mafia-heading: Η ΜΑΦΙΑ: [897, 600, 994, 625]
- eye-ad-line-6: ΣΠΗΛΙΟΥ ΧΑΡΑΜΗ: [1339, 678, 1566, 704]
- world-item-4: —Ὁ κ. Β. ΠΑΣΤΟΣ μαιευτὴρ-γυναικολόγος, σπουδάσας ἐν Γερμανίᾳ, διαμείνας 5 ἔτη ἰατρὸς τῆς Μαιευτικῆς Κλινικῆς τοῦ Πανεπιστημίου τῆς Βιέννης. Δέχεται 11-1 καὶ 3-5 ἔναντι Δημοτικοῦ Θεάτρου ἐν Πειραιεῖ.: [1085, 794, 1313, 895]
- lawyers-subheading: ΕΙΣ ΤΗΝ ΒΟΥΛΗΝ: [63, 1291, 247, 1317]
- eye-ad-line-2: ΟΦΘΑΛΜΙΚΑ: [1337, 574, 1600, 619]
- water-row-1: ΡΑΜΟΣ Ὁδὸς Ἀθηνᾶς Γεωρ. Σταθμῷ 8: [1345, 1227, 1560, 1241]
- critique-text-7-repeat: Ἐξακολουθεῖ ὁ κ. ὑπουργὸς νὰ ὑποστηρίζῃ ὅτι τὸ μέτρον εἶναι δίκαιον, ἐνῷ οἱ δανεισταὶ διαμαρτύρονται. Ἀναμένομεν νὰ ἴδωμεν τί θὰ ἀποφασίσῃ ἡ Βουλὴ κατὰ τὴν συζήτησιν τοῦ νομοσχεδίου, ἥτις ὁρίσθη διὰ τὴν προσεχῆ ἑβδομάδα.: [302, 1679, 545, 1781]
- column-rule: [1322, 150, 1323, 2125]
- theatres-heading: ΘΕΑΤΡΑ: [110, 581, 200, 606]
- print-smear: [320, 10, 1580, 24]
- victims-heading: ΤΑ ΘΥΜΑΤΑ ΑΝΥΠΟΠΤΑ: [870, 885, 1021, 901]
- column-rule: [815, 150, 816, 2125]
- critique-text-5: Ἀλλὰ μέσον ὅμως τῶν γραμμῶν τοῦ νομοσχεδίου τούτου ὑπάρχει ἡ τάσις ὅπως καταργηθῇ ὁ ὑπερημερίας τόκος καὶ πληρωθῶσι μόνον τὰ κεφάλαια. Τοῦτο θὰ εἶναι ἀδικία πρὸς τοὺς δανειστάς, οἵτινες ἐπίστευσαν εἰς τὴν φερεγγυότητα τοῦ δήμου καὶ παρέσχον τὰ χρήματά των.: [302, 779, 545, 895]
- column-rule: [293, 150, 294, 2125]
- prisons-text-f: Ποία θέσις ὅμως αὐτῶν τῶν φυλάκων καὶ τῶν κρατουμένων; Μετὰ τὸ 1907 ἐγένοντο πολλαὶ μεταρρυθμίσεις, ἀλλ' οὐδεμία ἐπέφερε οὐσιώδη βελτίωσιν. Ἀπὸ τῶν φυλακῶν τῆς Αἰγίνης μέχρι τῶν τοῦ Ναυπλίου ἡ κατάστασις εἶναι ἡ αὐτή, ἥτοι κατάστασις ἀθλιότητος μὲ 30 Μαΐου 1907.: [824, 1514, 1067, 1630]
- eye-ad-line-4: ΘΕΡΑΠΕΥΟΝΤΑΙ: [1396, 632, 1509, 648]
- eis-advert: [1331, 1015, 1574, 1170]
- damalis-line-6: Τηλέφωνον 530: [1400, 1398, 1505, 1413]
- water-row-2: ΡΑΜΟΣ ἐν Πειραιεῖ Σωτῆρος 2: [1365, 1242, 1540, 1255]
- furniture-heading: ΠΩΛΟΥΝΤΑΙ ΕΠΙΠΛΑ: [1373, 1528, 1532, 1546]
- pan-text: —Σήμερον Κυριακὴν εἰς ὥραν 5 μ. μ. θὰ δοθῇ ὁ «Φίφτο-Τόσο» ὑπὸ τοῦ θιάσου. Ἡ παράστασις τοῦ 1908 μὲ νέας σκηνὰς καὶ νέα ᾄσματα. Ἑσπερινὴ ὥραν 9 1/2 μ. μ. ἐπαναλαμβάνεται καὶ ἡ Τετάρτη. Ἀπόψε εἰς «Ἀθῆναι» ἐσπερινὴ ἐπὶ τῇ συμμετοχῇ ὅλων τῶν ἀκροατῶν.: [26, 775, 284, 877]
- safes-heading: ΤΑ ΧΡΗΜΑΤΟΚΙΒΩΤΙΑ: [1367, 157, 1538, 174]
- article-cont-1-b: τοῦ προκύπτοντα δημοτικὰ πρόσοδα εἰς συμβάσεις ἢ εἰδικοῦ νόμου. Δηλαδὴ τίποτα περισσότερον τίποτε ὀλιγώτερον τὸ διὰ τοὺς δανειστὰς τοὺς ἐκπεσθέντας μετὰ τῶν ἀξιωθέντων ἐρεῖξις διὰ ἐξοφλητικοῦ ἀπὸ τῆς προσόδου τῶν εἰσοδημάτων πληρωθησομένων.: [563, 1911, 806, 2013]
- prisons-text-c: Διὰ τὸν ἐπικείμενον σφαγιασμὸν, εἰσχωρεῖ ὁ φύλαξ εἰς τὴν καταδίκην καὶ ἐπιδιώκει ἐπίσης τοὺς ἐκείνους τῶν καταδίκων, καὶ οἱ πλεῖστοι ἐξ αὐτῶν δὲν γνωρίζουσι τίνος ἕνεκα κατεδικάσθησαν. Ἐπειδὴ ὁ βίος ἐντὸς τῶν φυλακῶν εἶναι ἀθλιώτατος.: [824, 905, 1067, 1007]
- hernia-line-6: [1331, 1789, 1574, 1814]
